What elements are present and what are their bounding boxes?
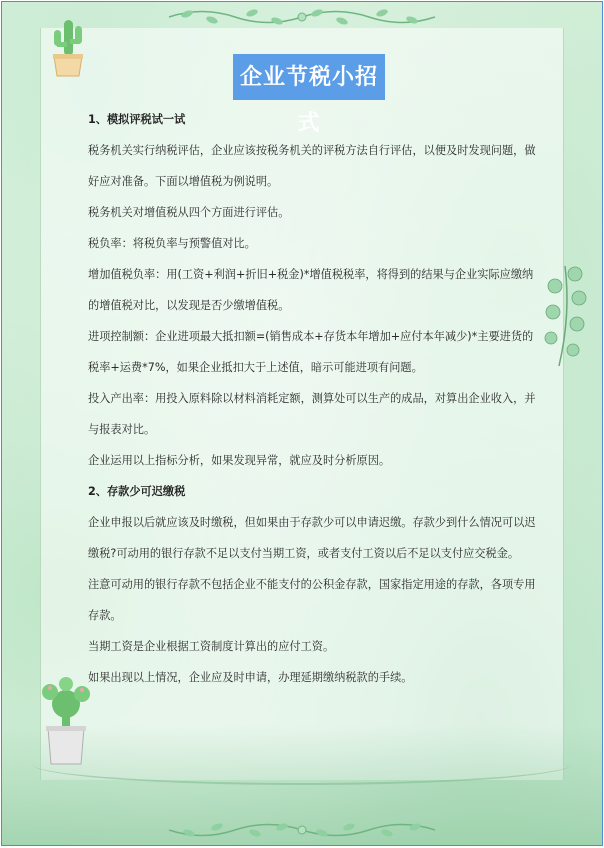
paragraph: 增加值税负率：用(工资+利润+折旧+税金)*增值税税率，将得到的结果与企业实际应缴纳的增值税对比，以发现是否少缴增值税。 bbox=[88, 268, 534, 312]
paragraph: 当期工资是企业根据工资制度计算出的应付工资。 bbox=[88, 640, 335, 653]
paragraph: 税务机关实行纳税评估，企业应该按税务机关的评税方法自行评估，以便及时发现问题，做好应对准备。下面以增值税为例说明。 bbox=[88, 144, 536, 188]
leaf-branch-icon bbox=[535, 264, 595, 368]
background-curve bbox=[32, 743, 572, 785]
paragraph: 税负率：将税负率与预警值对比。 bbox=[88, 237, 256, 250]
paragraph: 投入产出率：用投入原料除以材料消耗定额，测算处可以生产的成品，对算出企业收入，并与报表对比。 bbox=[88, 392, 536, 436]
document-body bbox=[88, 104, 536, 693]
section-heading: 1、模拟评税试一试 bbox=[88, 113, 186, 126]
paragraph: 企业运用以上指标分析，如果发现异常，就应及时分析原因。 bbox=[88, 454, 391, 467]
document-page bbox=[1, 1, 603, 846]
top-vine-decoration bbox=[167, 6, 437, 28]
potted-cactus-icon bbox=[36, 674, 96, 766]
section-heading: 2、存款少可迟缴税 bbox=[88, 485, 186, 498]
cactus-icon bbox=[48, 12, 88, 78]
paragraph: 税务机关对增值税从四个方面进行评估。 bbox=[88, 206, 290, 219]
paragraph: 如果出现以上情况，企业应及时申请，办理延期缴纳税款的手续。 bbox=[88, 671, 413, 684]
page-title: 企业节税小招式 bbox=[233, 54, 385, 100]
paragraph: 企业申报以后就应该及时缴税，但如果由于存款少可以申请迟缴。存款少到什么情况可以迟缴税?可动用的银行存款不足以支付当期工资，或者支付工资以后不足以支付应交税金。 bbox=[88, 516, 536, 560]
paragraph: 进项控制额：企业进项最大抵扣额=(销售成本+存货本年增加+应付本年减少)*主要进货的税率+运费*7%，如果企业抵扣大于上述值，暗示可能进项有问题。 bbox=[88, 330, 534, 374]
paragraph: 注意可动用的银行存款不包括企业不能支付的公积金存款，国家指定用途的存款，各项专用存款。 bbox=[88, 578, 536, 622]
bottom-vine-decoration bbox=[167, 819, 437, 841]
